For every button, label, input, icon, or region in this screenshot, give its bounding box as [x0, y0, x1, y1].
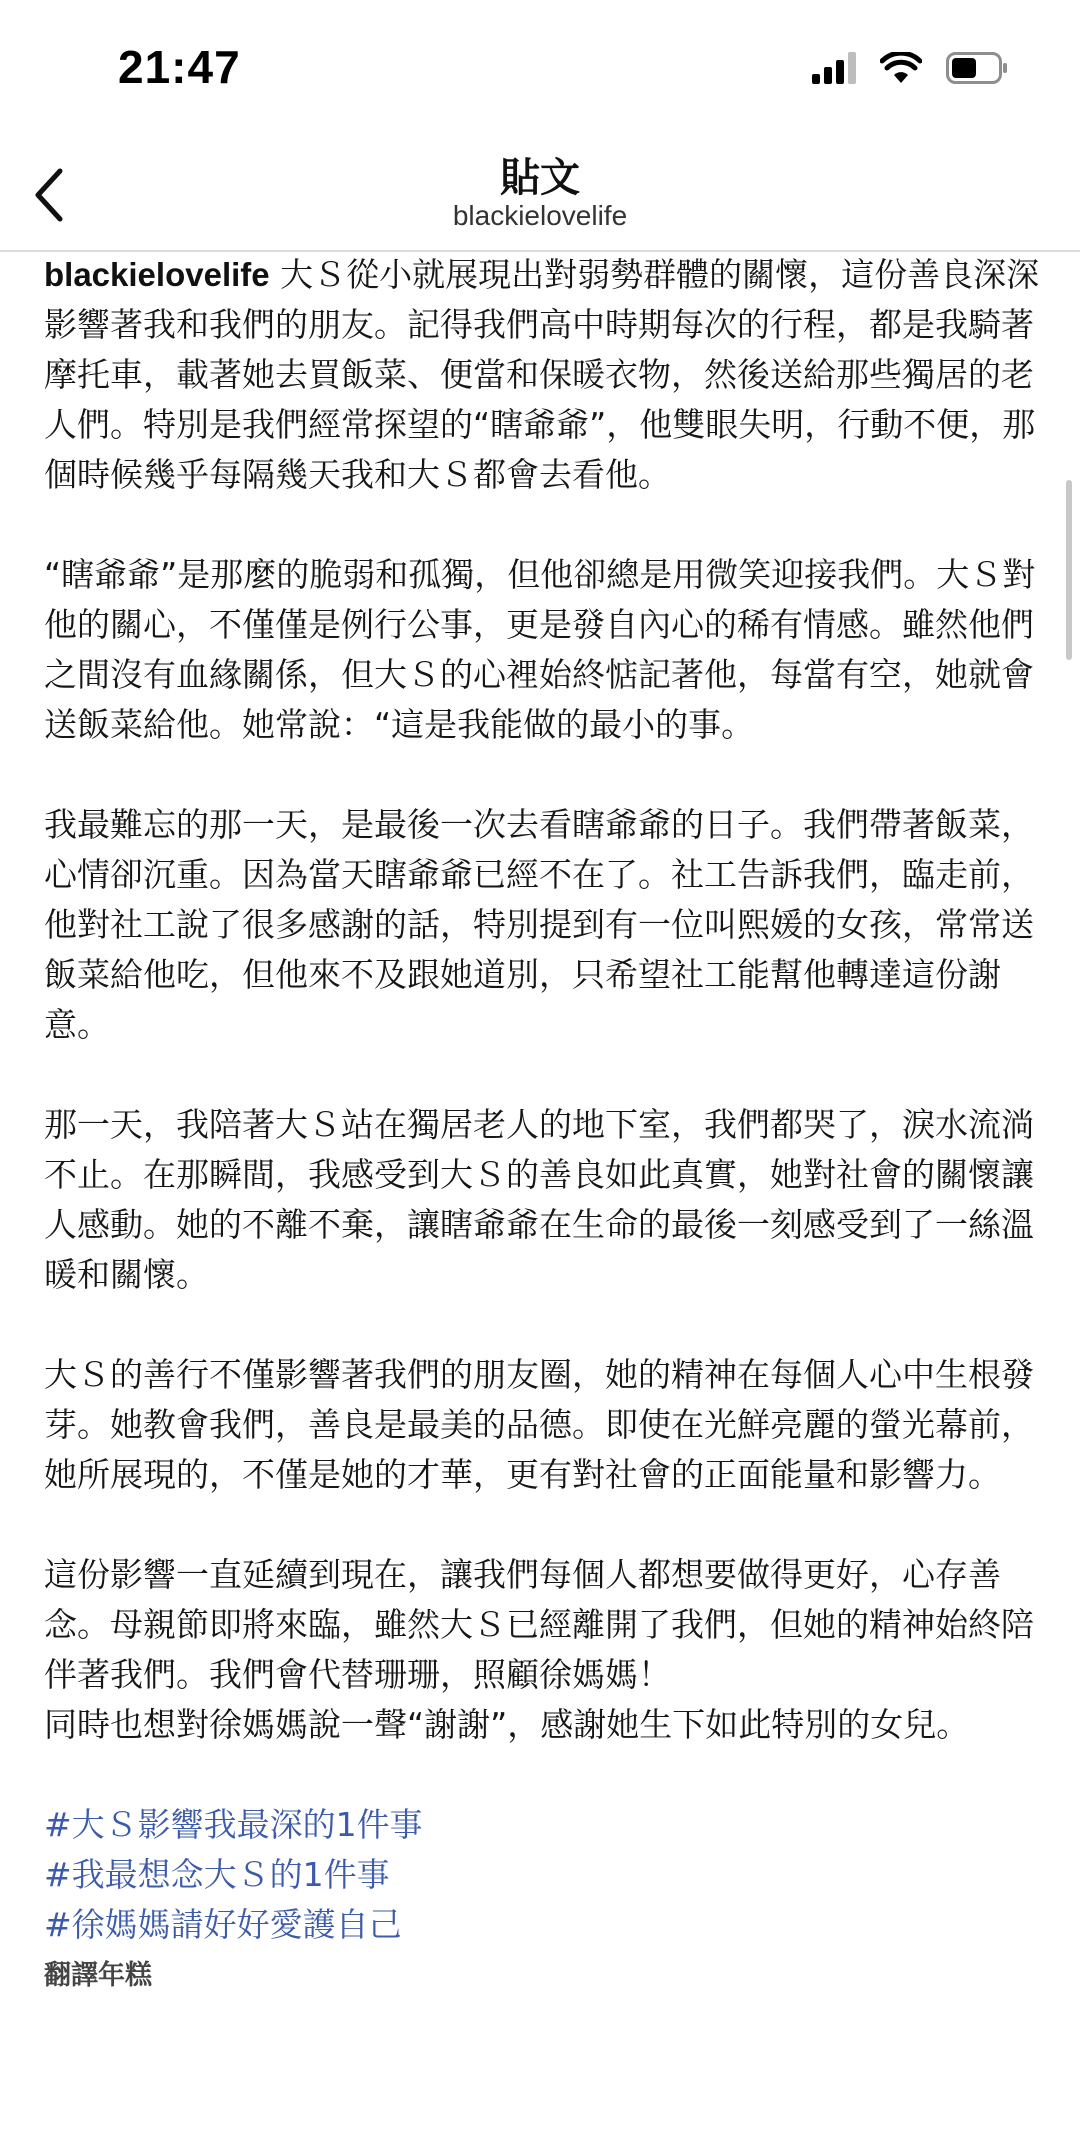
status-time: 21:47: [118, 41, 241, 93]
hashtag-list: [44, 1800, 1044, 1950]
battery-icon: [946, 52, 1008, 88]
caption-paragraph: 我最難忘的那一天，是最後一次去看瞎爺爺的日子。我們帶著飯菜，心情卻沉重。因為當天瞎爺爺已經不在了。社工告訴我們，臨走前，他對社工說了很多感謝的話，特別提到有一位叫熙媛的女孩，常常送飯菜給他吃，但他來不及跟她道別，只希望社工能幫他轉達這份謝意。: [44, 805, 1034, 1044]
hashtag-link[interactable]: #我最想念大Ｓ的1件事: [44, 1855, 390, 1894]
caption-paragraph: [44, 250, 1044, 500]
scrollbar[interactable]: [1066, 480, 1072, 660]
caption-paragraph: 那一天，我陪著大Ｓ站在獨居老人的地下室，我們都哭了，淚水流淌不止。在那瞬間，我感受到大Ｓ的善良如此真實，她對社會的關懷讓人感動。她的不離不棄，讓瞎爺爺在生命的最後一刻感受到了一絲溫暖和關懷。: [44, 1105, 1034, 1294]
hashtag-link[interactable]: #徐媽媽請好好愛護自己: [44, 1905, 402, 1944]
page-subtitle-username[interactable]: blackielovelife: [452, 200, 628, 231]
caption-paragraph: “瞎爺爺”是那麼的脆弱和孤獨，但他卻總是用微笑迎接我們。大Ｓ對他的關心，不僅僅是例行公事，更是發自內心的稀有情感。雖然他們之間沒有血緣關係，但大Ｓ的心裡始終惦記著他，每當有空，她就會送飯菜給他。她常說：“這是我能做的最小的事。: [44, 555, 1036, 744]
caption-paragraph: 大Ｓ的善行不僅影響著我們的朋友圈，她的精神在每個人心中生根發芽。她教會我們，善良是最美的品德。即使在光鮮亮麗的螢光幕前，她所展現的，不僅是她的才華，更有對社會的正面能量和影響力。: [44, 1355, 1034, 1494]
signal-bars-icon: [812, 52, 856, 88]
translate-link[interactable]: 翻譯年糕: [44, 1960, 152, 1990]
caption-paragraph: 這份影響一直延續到現在，讓我們每個人都想要做得更好，心存善念。母親節即將來臨，雖然大Ｓ已經離開了我們，但她的精神始終陪伴著我們。我們會代替珊珊，照顧徐媽媽！ 同時也想對徐媽媽說一聲“謝謝”，感謝她生下如此特別的女兒。: [44, 1555, 1034, 1744]
caption-text: 大Ｓ從小就展現出對弱勢群體的關懷，這份善良深深影響著我和我們的朋友。記得我們高中時期每次的行程，都是我騎著摩托車，載著她去買飯菜、便當和保暖衣物，然後送給那些獨居的老人們。特別是我們經常探望的“瞎爺爺”，他雙眼失明，行動不便，那個時候幾乎每隔幾天我和大Ｓ都會去看他。: [44, 255, 1040, 494]
hashtag-link[interactable]: #大Ｓ影響我最深的1件事: [44, 1805, 423, 1844]
post-username[interactable]: blackielovelife: [44, 256, 270, 293]
nav-header: [0, 140, 1080, 250]
status-bar: [0, 0, 1080, 140]
page-title: 貼文: [500, 155, 580, 201]
post-caption: [44, 250, 1044, 1990]
status-icons: [812, 50, 1008, 90]
wifi-icon: [880, 52, 922, 88]
